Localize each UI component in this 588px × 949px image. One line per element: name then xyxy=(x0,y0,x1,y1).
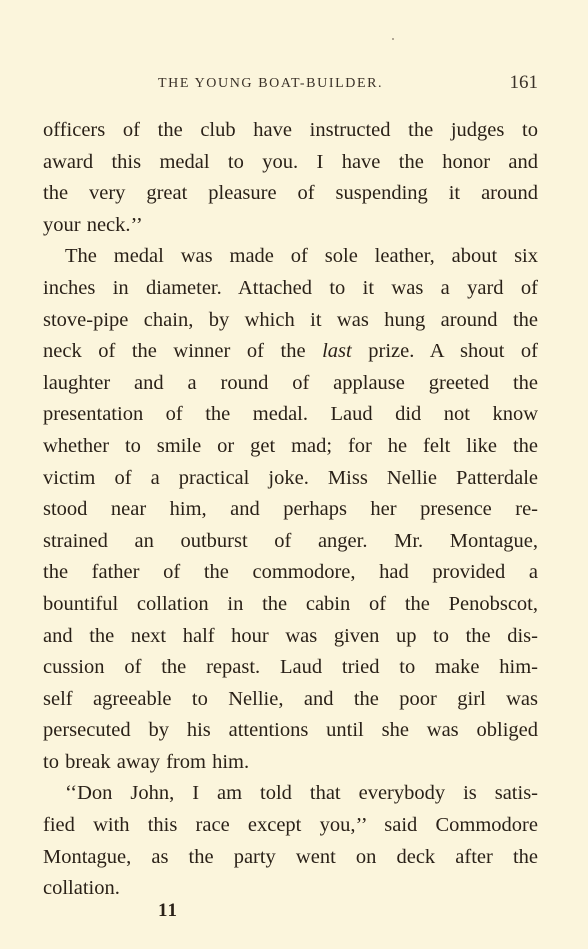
text-line: fied with this race except you,’’ said Commodore xyxy=(43,814,538,837)
text-line: laughter and a round of applause greeted the xyxy=(43,371,538,394)
italic-word: last xyxy=(322,340,352,363)
text-line: stove-pipe chain, by which it was hung around the xyxy=(43,308,538,331)
signature-mark: 11 xyxy=(158,900,178,921)
text-segment: prize. A shout of xyxy=(368,340,539,363)
text-line: self agreeable to Nellie, and the poor girl was xyxy=(43,687,538,710)
body-text xyxy=(43,115,538,905)
page-number: 161 xyxy=(509,72,538,93)
text-line: whether to smile or get mad; for he felt like the xyxy=(43,434,538,457)
text-line-with-italic xyxy=(43,336,538,368)
text-line: persecuted by his attentions until she was obliged xyxy=(43,719,538,742)
text-line: officers of the club have instructed the judges to xyxy=(43,119,538,141)
running-title: THE YOUNG BOAT-BUILDER. xyxy=(158,76,384,91)
paragraph-start-line: ‘‘Don John, I am told that everybody is satis- xyxy=(65,782,538,805)
text-line: bountiful collation in the cabin of the Penobscot, xyxy=(43,592,538,615)
text-line: and the next half hour was given up to the dis- xyxy=(43,624,538,647)
text-line: award this medal to you. I have the honor and xyxy=(43,150,538,173)
text-line: cussion of the repast. Laud tried to make him- xyxy=(43,656,538,679)
text-line: to break away from him. xyxy=(43,750,250,773)
text-line: strained an outburst of anger. Mr. Montague, xyxy=(43,529,538,552)
text-segment: neck of the winner of the xyxy=(43,340,306,363)
text-line: inches in diameter. Attached to it was a yard of xyxy=(43,276,538,299)
paper-speck xyxy=(392,38,394,40)
text-line: stood near him, and perhaps her presence re- xyxy=(43,498,538,521)
text-line: the father of the commodore, had provided a xyxy=(43,561,538,584)
paragraph-start-line: The medal was made of sole leather, about six xyxy=(65,245,538,268)
text-line: your neck.’’ xyxy=(43,213,143,236)
text-line: Montague, as the party went on deck after the xyxy=(43,845,538,868)
text-line: collation. xyxy=(43,877,120,900)
text-line: presentation of the medal. Laud did not know xyxy=(43,403,538,426)
running-head xyxy=(158,74,538,98)
text-line: victim of a practical joke. Miss Nellie Patterdale xyxy=(43,466,538,489)
text-line: the very great pleasure of suspending it around xyxy=(43,182,538,205)
